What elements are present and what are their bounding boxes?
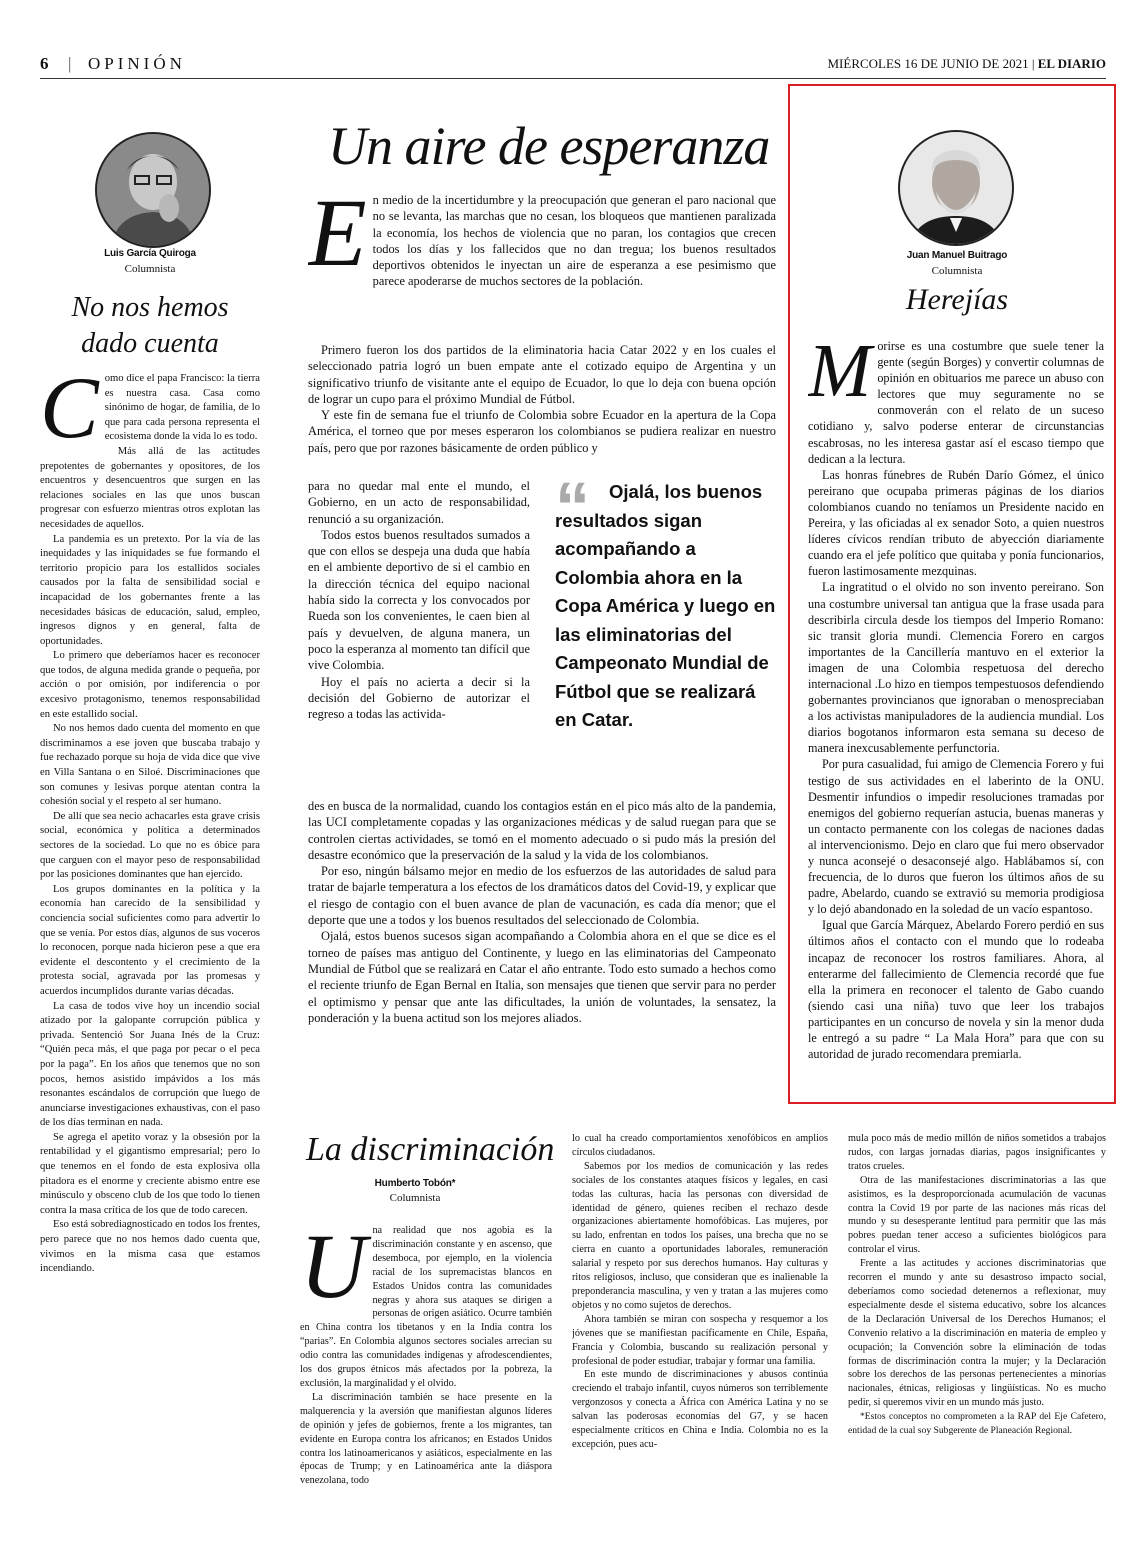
- paragraph-text: orirse es una costumbre que suele tener la gente (según Borges) y convertir columnas de opinión en obituarios me parece un abuso con lectores que muy seguramente no se conmoverán con el relato de un suceso cotidiano y, salvo poderse enterar de circunstancias escabrosas, no les interesa gastar así el escaso tiempo que dedican a la lectura.: [808, 339, 1104, 466]
- paragraph: Ahora también se miran con sospecha y resquemor a los jóvenes que se manifiestan pacíficamente en Chile, España, Francia y Colombia, buscando su realización personal y profesional de poder estudiar, trabajar y formar una familia.: [572, 1313, 828, 1367]
- author-role-right: Columnista: [931, 265, 983, 277]
- author-name-right: Juan Manuel Buitrago: [906, 250, 1008, 261]
- paragraph: para no quedar mal ente el mundo, el Gobierno, en un acto de responsabilidad, renunció a su organización.: [308, 479, 530, 526]
- paragraph: Sabemos por los medios de comunicación y las redes sociales de los constantes ataques físicos y legales, en casi todas las culturas, hacia las personas con diversidad de identidad de género, quienes reciben el rechazo desde organizaciones abiertamente homofóbicas. Las mujeres, por su lado, enfrentan en todos los países, una brecha que no se cierra en cuanto a oportunidades laborales, remuneración salarial y respeto por sus derechos humanos. Hay culturas y ritos religiosos, incluso, que consideran que es inalienable la preponderancia masculina, y ven y tratan a las mujeres como objetos y no como sujetos de derechos.: [572, 1160, 828, 1311]
- paragraph: Igual que García Márquez, Abelardo Forero perdió en sus últimos años el contacto con el mundo que lo rodeaba incapaz de reconocer los rostros familiares. Ahora, al enterarme del fallecimiento de Clemencia recordé que fue ella la primera en reconocer el talento de Gabo cuando (siendo casi una niña) tuvo que leer los trabajos participantes en un concurso de novela y sin la menor duda le entregó a su padre “ La Mala Hora” para que con su autoridad de jurado recomendara premiarla.: [808, 918, 1104, 1062]
- paragraph: La discriminación también se hace presente en la malquerencia y la aversión que manifiestan algunos líderes de opinión y jefes de gobiernos, frente a los migrantes, tan evidente en Europa contra los africanos; en Estados Unidos contra los latinoamericanos y asiáticos, especialmente en las épocas de Trump; y en Latinoamérica ante la diáspora venezolana, todo: [300, 1391, 552, 1487]
- paragraph-text: omo dice el papa Francisco: la tierra es nuestra casa. Casa como sinónimo de hogar, de familia, de lo que para cada persona representa el ecosistema donde la vida lo es todo.: [104, 373, 260, 443]
- paragraph: La casa de todos vive hoy un incendio social atizado por la galopante corrupción pública y privada. Sentenció Sor Juana Inés de la Cruz: “Quién peca más, el que paga por pecar o el peca por la paga”. En los años que tenemos que no son pocos, hemos asistido impávidos a los más resonantes escándalos de corrupción que luego de anunciarse investigaciones exhaustivas, con el paso de los días terminan en nada.: [40, 1000, 260, 1129]
- article-body-right: [808, 338, 1104, 1098]
- portrait-icon: [900, 132, 1012, 244]
- article-title-center: Un aire de esperanza: [328, 116, 770, 176]
- paragraph: En este mundo de discriminaciones y abusos continúa creciendo el trabajo infantil, cuyos números son terriblemente vergonzosos y conecta a África con América Latina y no se salvan las poderosas economías del G7, y se hacen especialmente críticos en China e India. Colombia no es la excepción, pues acu-: [572, 1369, 828, 1450]
- paragraph: Primero fueron los dos partidos de la eliminatoria hacia Catar 2022 y en los cuales el seleccionado patria logró un buen empate ante el cotizado equipo de Argentina y un significativo triunfo de visitante ante el equipo de Ecuador, lo que lo deja con buena opción de lograr un cupo para el próximo Mundial de Fútbol.: [308, 343, 776, 406]
- paragraph: Ojalá, estos buenos sucesos sigan acompañando a Colombia ahora en el que se dice es el torneo de países mas antiguo del Continente, y luego en las eliminatorias del Campeonato Mundial de Fútbol que se realizará en Catar el año entrante. Todo esto sumado a hechos como el reciente triunfo de Egan Bernal en Italia, son mensajes que tienen que servir para no perder el optimismo y pensar que ante las dificultades, la unión de voluntades, la sensatez, la ponderación y la buena actitud son los mejores aliados.: [308, 929, 776, 1025]
- drop-cap: C: [40, 372, 99, 457]
- header-separator: |: [68, 54, 72, 73]
- drop-cap: E: [308, 192, 367, 286]
- author-photo-left: [95, 132, 211, 248]
- article-title-bottom: La discriminación: [306, 1131, 555, 1168]
- center-intro: [308, 192, 776, 344]
- paragraph: Más allá de las actitudes prepotentes de gobernantes y opositores, de los encuentros y desencuentros que surgen en las relaciones sociales en las que unos buscan progresar con esfuerzo mientras otros explotan las necesidades de aquellos.: [40, 445, 260, 530]
- section-name: OPINIÓN: [88, 54, 186, 73]
- paragraph: des en busca de la normalidad, cuando los contagios están en el pico más alto de la pandemia, las UCI completamente copadas y las organizaciones médicas y de salud ruegan para que se controlen ciertas actividades, se tomó en el momento adecuado o si pudo más la presión del desastre económico que la preservación de la salud y la vida de los colombianos.: [308, 799, 776, 862]
- paragraph: Otra de las manifestaciones discriminatorias a las que asistimos, es la desproporcionada acumulación de vacunas contra la Covid 19 por parte de las naciones más ricas del mundo y su desesperante lentitud para permitir que las más pobres puedan tener acceso a suficientes biológicos para controlar el virus.: [848, 1174, 1106, 1256]
- paragraph: mula poco más de medio millón de niños sometidos a trabajos rudos, con largas jornadas diarias, pagos insignificantes y tratos crueles.: [848, 1133, 1106, 1172]
- paragraph-text: na realidad que nos agobia es la discriminación constante y en ascenso, que desemboca, por ejemplo, en la violencia racial de los supremacistas blancos en Estados Unidos contra las comunidades negras y ahora sus ataques se dirigen a personas de origen asiático. Ocurre también en China contra los tibetanos y en la India contra los “parias”. En Colombia algunos sectores sociales arrecian su odio contra las comunidades indígenas y afrodescendientes, los dos grupos étnicos más afectados por la pobreza, la exclusión, la marginalidad y el olvido.: [300, 1225, 552, 1389]
- paragraph: Lo primero que deberíamos hacer es reconocer que todos, de alguna medida grande o pequeña, por acción o por omisión, por indiferencia o por excesivo protagonismo, tenemos responsabilidad en este estallido social.: [40, 650, 260, 720]
- paragraph: Y este fin de semana fue el triunfo de Colombia sobre Ecuador en la apertura de la Copa América, el torneo que por meses esperaron los colombianos se pudiera realizar en nuestro país, pero que por razones básicamente de orden público y: [308, 408, 776, 455]
- page-header: [40, 54, 1106, 78]
- paragraph-text: n medio de la incertidumbre y la preocupación que generan el paro nacional que no se levanta, las marchas que no cesan, los bloqueos que mantienen paralizada la economía, los hechos de violencia que no paran, los contagios que crecen todos los días y los fallecidos que no dan tregua; los buenos resultados deportivos obtenidos le inyectan un aire de esperanza a ese pesimismo que parece apoderarse de muchos sectores de la población.: [372, 193, 776, 289]
- header-date: [827, 56, 1106, 72]
- article-body-left: [40, 372, 260, 1532]
- author-role-left: Columnista: [124, 263, 176, 275]
- paragraph: [40, 372, 260, 457]
- paragraph: Frente a las actitudes y acciones discriminatorias que recorren el mundo y ante su desastroso impacto social, deberíamos como sociedad detenernos a reflexionar, muy especialmente desde el sistema educativo, sobre los alcances de la Declaración Universal de los Derechos Humanos; el Convenio relativo a la discriminación en materia de empleo y ocupación; la Convención sobre la eliminación de todas formas de discriminación contra la mujer; y la Declaración sobre los derechos de las personas pertenecientes a minorías nacionales, étnicas, religiosas y lingüísticas. No es mucho pedir, si queremos vivir en un mundo más justo.: [848, 1258, 1106, 1409]
- paragraph: De allí que sea necio achacarles esta grave crisis social, económica y política a determinados sectores de la sociedad. Lo que no es óbice para que carguen con el mayor peso de responsabilidad por las posiciones dominantes que han ejercido.: [40, 810, 260, 881]
- header-rule: [40, 78, 1106, 79]
- paragraph: Eso está sobrediagnosticado en todos los frentes, pero parece que no nos hemos dado cuenta que, vivimos en la misma casa que estamos incendiando.: [40, 1219, 260, 1275]
- title-line-1: No nos hemos: [71, 292, 229, 323]
- paragraph: [808, 338, 1104, 467]
- paragraph: lo cual ha creado comportamientos xenofóbicos en amplios círculos ciudadanos.: [572, 1133, 828, 1158]
- paragraph: Los grupos dominantes en la política y la economía han carecido de la sensibilidad y conciencia social suficientes como para advertir lo que se venía. Por estos días, algunos de sus voceros lo reconocen, porque nada hicieron pese a que era evidente el descontento y el crecimiento de la protesta social, agravada por las promesas y acuerdos incumplidos durante varias décadas.: [40, 883, 260, 997]
- bottom-column-3: [848, 1132, 1106, 1542]
- portrait-icon: [97, 134, 209, 246]
- paragraph: La pandemia es un pretexto. Por la vía de las inequidades y las iniquidades se fue formando el territorio propicio para los estallidos sociales causados por la falta de sensibilidad social e incapacidad de los gobernantes frente a las necesidades básicas de educación, salud, empleo, ingresos dignos y en general, falta de oportunidades.: [40, 533, 260, 647]
- author-name-left: Luis García Quiroga: [104, 248, 196, 259]
- article-title-right: Herejías: [905, 283, 1009, 316]
- paragraph: Por eso, ningún bálsamo mejor en medio de los esfuerzos de las autoridades de salud para tratar de bajarle temperatura a los efectos de los dramáticos datos del Covid-19, y explicar que el riesgo de contagio con el buen avance de plan de vacunación, es cada día menor; que el deporte que une a todos y los buenos resultados del seleccionado de Colombia.: [308, 864, 776, 928]
- bottom-column-1: [300, 1224, 552, 1524]
- drop-cap: U: [300, 1224, 367, 1317]
- bottom-column-2: [572, 1132, 828, 1532]
- paragraph: La ingratitud o el olvido no son invento pereirano. Son una costumbre universal tan antigua que la frase usada para describirla circula desde los tiempos del Imperio Romano: sic transit gloria mundi. Clemencia Forero en cargos importantes de la Cancillería mantuvo en el exterior la imagen de una Colombia respetuosa del derecho internacional .Lo hizo en tiempos tempestuosos defendiendo gobernantes provincianos que ignoraban o menospreciaban a los activistas manipuladores de la audiencia mundial. Los diarios bogotanos informaron esta semana su deceso de manera inexcusablemente perfunctoria.: [808, 580, 1104, 756]
- drop-cap: M: [808, 338, 872, 413]
- author-photo-right: [898, 130, 1014, 246]
- paragraph: Todos estos buenos resultados sumados a que con ellos se despeja una duda que había en el ambiente deportivo de si el cambio en la dirección técnica del equipo nacional había sido la correcta y los convocados por Rueda son los convenientes, le caen bien al país y devuelven, de alguna manera, un poco la esperanza al momento tan difícil que vive Colombia.: [308, 527, 530, 673]
- author-name-bottom: Humberto Tobón*: [374, 1178, 456, 1189]
- paragraph: Por pura casualidad, fui amigo de Clemencia Forero y fui testigo de sus actividades en el laberinto de la ONU. Desmentir infundios o impedir resoluciones tramadas por enemigos del gobierno requerían astucia, buenas maneras y un contacto permanente con los colegas de naciones dadas al intervencionismo. Dejo en claro que fui mero observador y nunca aconsejé o desaconsejé algo. Hablábamos sí, con frecuencia, de lo duros que fueron los últimos años de su padre, Abelardo, cuando se extravió su memoria prodigiosa y lo dejó abandonado en la soledad de un vacío espantoso.: [808, 757, 1104, 917]
- pull-quote: [555, 468, 779, 735]
- paragraph: Se agrega el apetito voraz y la obsesión por la rentabilidad y el gigantismo empresarial; pero lo que tenemos en el fondo de esta explosiva olla pitadora es el enorme y creciente abismo entre ese minúsculo y obsceno club de los que todo lo tienen contra la masa crítica de los que de todo carecen.: [40, 1131, 260, 1216]
- center-body-narrow: [308, 478, 530, 808]
- date-text: MIÉRCOLES 16 DE JUNIO DE 2021 |: [827, 56, 1035, 71]
- paragraph: Las honras fúnebres de Rubén Darío Gómez, el único pereirano que ocupaba primeras páginas de los diarios colombianos cuando no teníamos un Presidente nacido en Pereira, y las oficiadas al ex senador Soto, a quien nuestros líderes cívicos rendían tributo de abyección diariamente cuando era el jefe político que quitaba y ponía funcionarios, fueron lastimosamente mezquinas.: [808, 467, 1104, 579]
- author-role-bottom: Columnista: [389, 1192, 441, 1204]
- paragraph: Hoy el país no acierta a decir si la decisión del Gobierno de autorizar el regreso a todas las activida-: [308, 674, 530, 722]
- paragraph: [308, 192, 776, 290]
- paragraph: [300, 1224, 552, 1391]
- footnote: *Estos conceptos no comprometen a la RAP del Eje Cafetero, entidad de la cual soy Subgerente de Planeación Regional.: [848, 1411, 1106, 1437]
- paragraph: No nos hemos dado cuenta del momento en que discriminamos a ese joven que buscaba trabajo y fue rechazado porque su hoja de vida dice que vive en Villa Santana o en Siloé. Discriminaciones que son comunes y lesivas porque atentan contra la cohesión social y el respeto al ser humano.: [40, 723, 260, 808]
- quote-mark: “: [555, 468, 590, 546]
- newspaper-name: EL DIARIO: [1037, 56, 1106, 71]
- title-line-2: dado cuenta: [81, 328, 219, 359]
- page-number: 6: [40, 54, 50, 73]
- pull-quote-text: Ojalá, los buenos resultados sigan acompañando a Colombia ahora en la Copa América y luego en las eliminatorias del Campeonato Mundial de Fútbol que se realizará en Catar.: [555, 481, 776, 730]
- center-body-bottom: [308, 798, 776, 1098]
- article-title-left: [40, 290, 260, 362]
- center-body-top: [308, 342, 776, 482]
